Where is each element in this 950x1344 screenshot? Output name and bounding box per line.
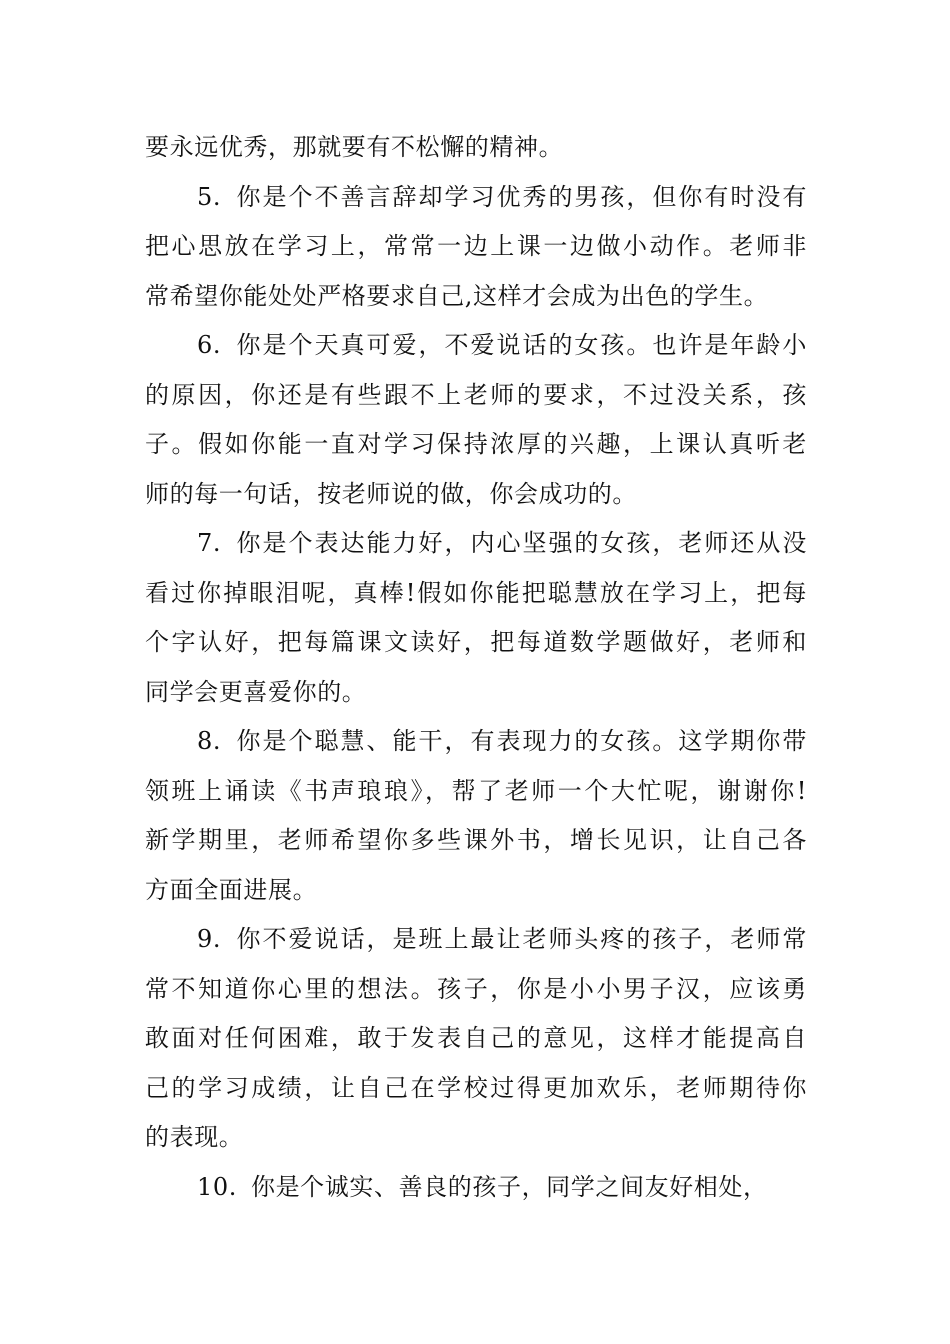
line-text: 你是个天真可爱，不爱说话的女孩。也许是年龄小 xyxy=(235,331,807,359)
line-text: 你是个表达能力好，内心坚强的女孩，老师还从没 xyxy=(235,529,807,557)
line-text: 你是个诚实、善良的孩子，同学之间友好相处， xyxy=(250,1172,768,1201)
text-line: 师的每一句话，按老师说的做，你会成功的。 xyxy=(145,479,637,508)
text-line: 看过你掉眼泪呢，真棒!假如你能把聪慧放在学习上，把每 xyxy=(145,578,807,607)
text-line: 领班上诵读《书声琅琅》，帮了老师一个大忙呢，谢谢你! xyxy=(145,776,807,805)
line-text: 你是个聪慧、能干，有表现力的女孩。这学期你带 xyxy=(235,727,807,755)
text-line xyxy=(145,321,807,371)
item-number: 7. xyxy=(197,529,222,557)
text-line: 方面全面进展。 xyxy=(145,875,318,904)
paragraph-5 xyxy=(145,173,807,322)
text-line: 新学期里，老师希望你多些课外书，增长见识，让自己各 xyxy=(145,826,807,854)
text-line: 敢面对任何困难，敢于发表自己的意见，这样才能提高自 xyxy=(145,1024,807,1052)
text-line: 常不知道你心里的想法。孩子，你是小小男子汉，应该勇 xyxy=(145,974,807,1003)
item-number: 10. xyxy=(197,1172,237,1201)
text-line: 同学会更喜爱你的。 xyxy=(145,677,367,706)
paragraph-8 xyxy=(145,717,807,915)
item-number: 5. xyxy=(197,182,222,211)
text-line: 要永远优秀，那就要有不松懈的精神。 xyxy=(145,133,564,161)
text-line: 子。假如你能一直对学习保持浓厚的兴趣，上课认真听老 xyxy=(145,430,807,458)
text-line: 常希望你能处处严格要求自己,这样才会成为出色的学生。 xyxy=(145,281,769,310)
body-text xyxy=(145,123,807,1212)
text-line: 的原因，你还是有些跟不上老师的要求，不过没关系，孩 xyxy=(145,380,807,409)
line-text: 你是个不善言辞却学习优秀的男孩，但你有时没有 xyxy=(235,182,807,211)
item-number: 8. xyxy=(197,727,222,755)
paragraph-9 xyxy=(145,915,807,1163)
item-number: 6. xyxy=(197,331,222,359)
text-line xyxy=(145,915,807,965)
text-line xyxy=(145,1163,807,1213)
paragraph-7 xyxy=(145,519,807,717)
text-line: 的表现。 xyxy=(145,1123,244,1151)
paragraph-10 xyxy=(145,1163,807,1213)
text-line: 个字认好，把每篇课文读好，把每道数学题做好，老师和 xyxy=(145,628,807,656)
text-line: 把心思放在学习上，常常一边上课一边做小动作。老师非 xyxy=(145,232,807,260)
text-line xyxy=(145,717,807,767)
text-line xyxy=(145,173,807,223)
text-line: 己的学习成绩，让自己在学校过得更加欢乐，老师期待你 xyxy=(145,1073,807,1102)
line-text: 你不爱说话，是班上最让老师头疼的孩子，老师常 xyxy=(235,925,807,953)
paragraph-continued xyxy=(145,123,807,173)
text-line xyxy=(145,519,807,569)
item-number: 9. xyxy=(197,925,222,953)
paragraph-6 xyxy=(145,321,807,519)
